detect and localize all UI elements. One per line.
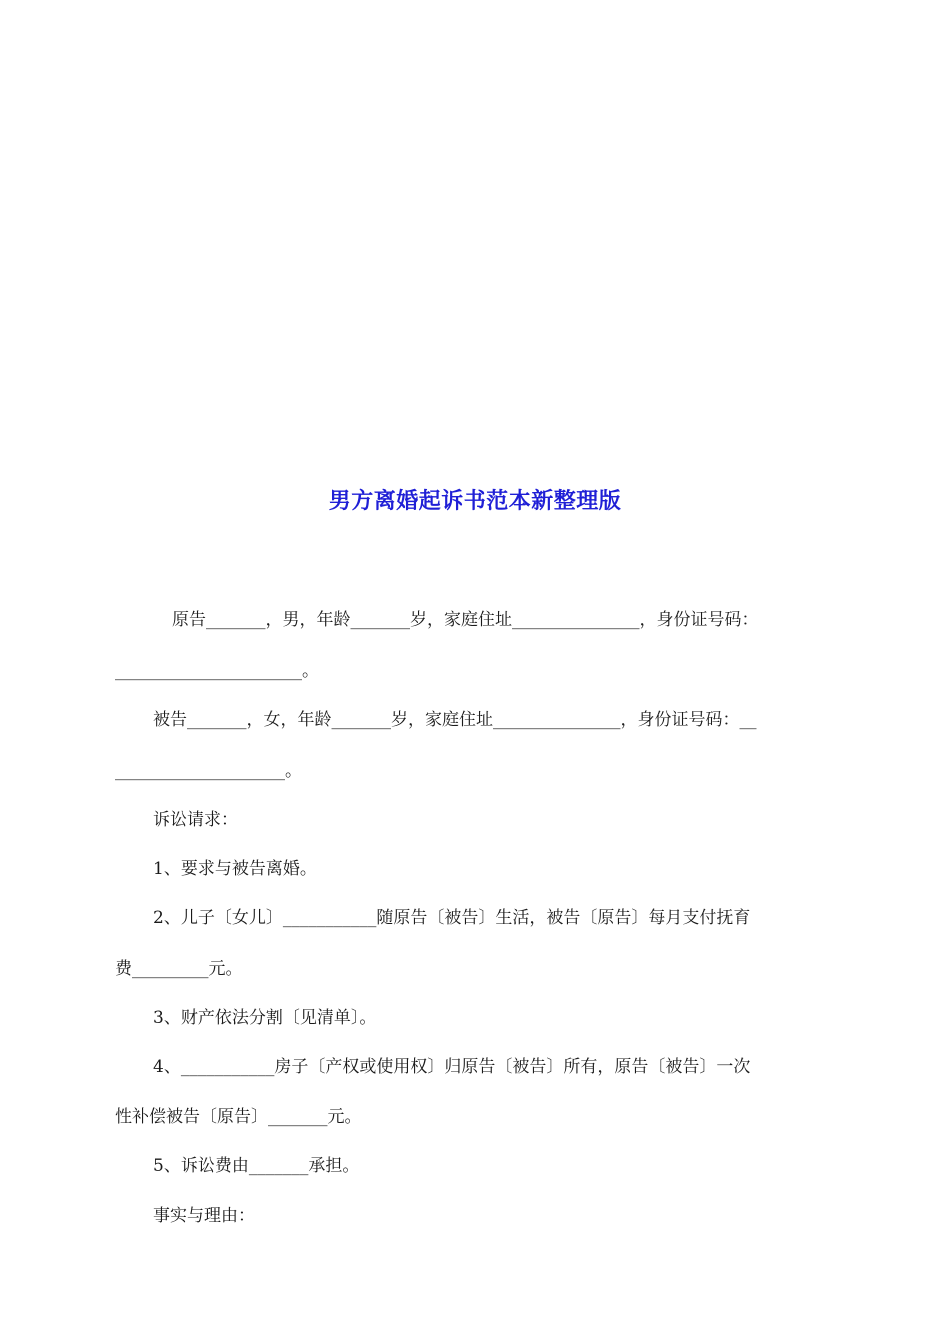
defendant-line: 被告_______，女，年龄_______岁，家庭住址_______________，身份证号码：__ — [153, 710, 757, 730]
claim-2: 2、儿子〔女儿〕___________随原告〔被告〕生活，被告〔原告〕每月支付抚育 — [153, 908, 751, 928]
claim-1: 1、要求与被告离婚。 — [153, 859, 317, 879]
document-title: 男方离婚起诉书范本新整理版 — [328, 488, 622, 514]
claims-heading: 诉讼请求： — [153, 810, 238, 830]
claim-4: 4、___________房子〔产权或使用权〕归原告〔被告〕所有，原告〔被告〕一次 — [153, 1057, 751, 1077]
claim-5: 5、诉讼费由_______承担。 — [153, 1156, 360, 1176]
facts-heading: 事实与理由： — [153, 1206, 255, 1226]
plaintiff-id-line: ______________________。 — [115, 661, 319, 681]
claim-3: 3、财产依法分割〔见清单〕。 — [153, 1008, 377, 1028]
defendant-id-line: ____________________。 — [115, 761, 302, 781]
plaintiff-line: 原告_______，男，年龄_______岁，家庭住址_______________，身份证号码： — [172, 610, 759, 630]
claim-4-continued: 性补偿被告〔原告〕_______元。 — [115, 1107, 362, 1127]
claim-2-continued: 费_________元。 — [115, 959, 243, 979]
